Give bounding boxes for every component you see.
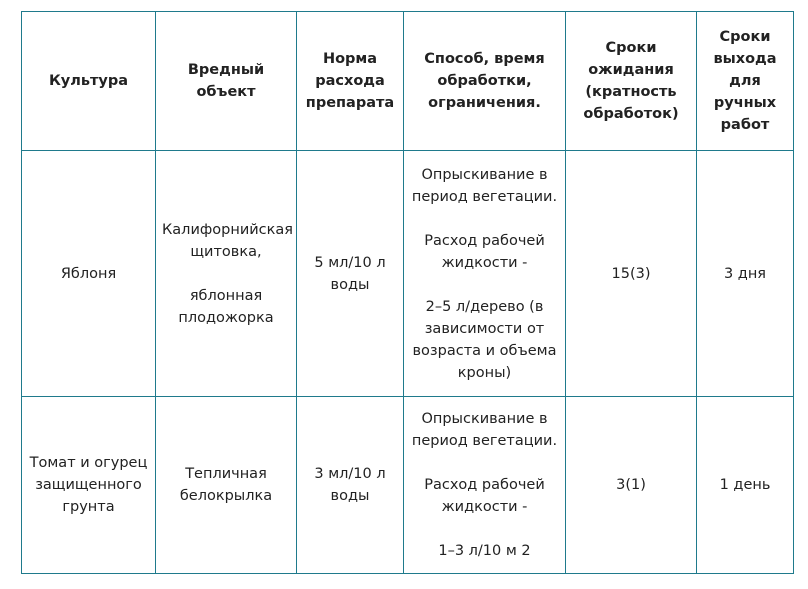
cell-line: 15(3) (611, 265, 651, 282)
table-row (22, 151, 794, 397)
cell-pest (156, 151, 297, 397)
cell-line: 3 дня (723, 265, 767, 282)
cell-line: Калифорнийская (162, 221, 294, 238)
paragraph-gap (162, 263, 290, 285)
cell-line: Тепличная (185, 466, 267, 482)
header-line: обработок) (583, 106, 679, 122)
header-pest (156, 12, 297, 151)
cell-exit (697, 397, 794, 574)
header-line: обработки, (437, 73, 532, 89)
header-line: Способ, время (424, 51, 545, 67)
header-line: для (729, 73, 761, 89)
header-line: Норма (322, 51, 378, 67)
cell-culture (22, 151, 156, 397)
cell-line: 2–5 л/дерево (в (425, 298, 544, 315)
cell-line: жидкости - (441, 254, 528, 271)
header-line: выхода (713, 51, 777, 67)
cell-line: 3(1) (616, 477, 646, 493)
cell-line: жидкости - (441, 499, 528, 515)
cell-exit (697, 151, 794, 397)
cell-line: 5 мл/10 л (314, 254, 386, 271)
cell-line: возраста и объема (412, 342, 557, 359)
header-line: Культура (48, 73, 129, 89)
header-wait (566, 12, 697, 151)
header-line: ручных (713, 95, 777, 111)
cell-line: Томат и огурец (29, 455, 148, 471)
header-line: Вредный объект (187, 62, 265, 100)
cell-line: период вегетации. (411, 433, 558, 449)
cell-line: воды (330, 276, 370, 293)
cell-line: Опрыскивание в (421, 411, 548, 427)
table-row (22, 397, 794, 574)
header-line: препарата (305, 95, 395, 111)
cell-wait (566, 397, 697, 574)
header-line: ожидания (588, 62, 674, 78)
cell-line: Опрыскивание в (421, 166, 548, 183)
cell-method (404, 151, 566, 397)
application-table (21, 11, 794, 574)
cell-culture (22, 397, 156, 574)
cell-rate (297, 397, 404, 574)
cell-method (404, 397, 566, 574)
cell-line: 3 мл/10 л (314, 466, 386, 482)
cell-line: Расход рабочей (424, 477, 545, 493)
header-culture (22, 12, 156, 151)
header-line: (кратность (585, 84, 677, 100)
cell-line: 1 день (719, 477, 771, 493)
paragraph-gap (410, 452, 559, 474)
cell-line: период вегетации. (411, 188, 558, 205)
cell-line: кроны) (457, 364, 512, 381)
header-method (404, 12, 566, 151)
header-line: Сроки (719, 29, 771, 45)
cell-line: Расход рабочей (424, 232, 545, 249)
header-line: ограничения. (428, 95, 541, 111)
cell-rate (297, 151, 404, 397)
header-line: Сроки (605, 40, 657, 56)
header-exit (697, 12, 794, 151)
table-header-row (22, 12, 794, 151)
cell-wait (566, 151, 697, 397)
paragraph-gap (410, 208, 559, 230)
cell-line: защищенного (35, 477, 142, 493)
cell-line: белокрылка (179, 488, 273, 504)
cell-line: щитовка, (190, 243, 262, 260)
paragraph-gap (410, 274, 559, 296)
cell-line: воды (330, 488, 370, 504)
cell-line: плодожорка (178, 309, 274, 326)
cell-line: Яблоня (60, 265, 117, 282)
header-rate (297, 12, 404, 151)
paragraph-gap (410, 518, 559, 540)
cell-line: 1–3 л/10 м 2 (438, 543, 531, 559)
cell-line: яблонная (189, 287, 263, 304)
header-line: расхода (315, 73, 385, 89)
cell-line: грунта (62, 499, 115, 515)
cell-line: зависимости от (424, 320, 545, 337)
header-line: работ (720, 117, 770, 133)
cell-pest (156, 397, 297, 574)
